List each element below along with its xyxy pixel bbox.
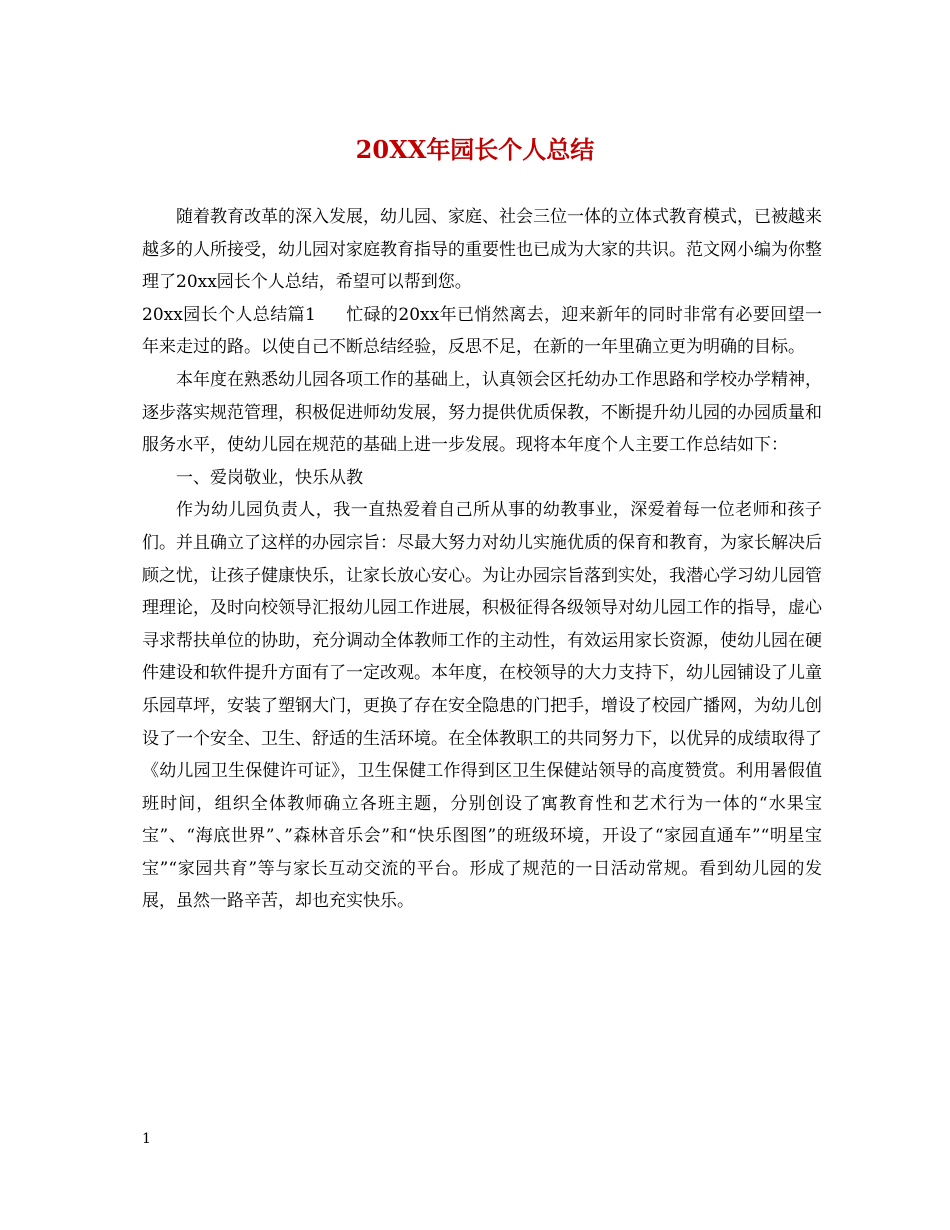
- overview-paragraph: 本年度在熟悉幼儿园各项工作的基础上，认真领会区托幼办工作思路和学校办学精神，逐步落实规范管理，积极促进师幼发展，努力提供优质保教，不断提升幼儿园的办园质量和服务水平，使幼儿园在规范的基础上进一步发展。现将本年度个人主要工作总结如下：: [142, 369, 822, 456]
- section-paragraph: [142, 299, 822, 364]
- page-number: 1: [142, 1131, 151, 1147]
- intro-paragraph: 随着教育改革的深入发展，幼儿园、家庭、社会三位一体的立体式教育模式，已被越来越多的人所接受，幼儿园对家庭教育指导的重要性也已成为大家的共识。范文网小编为你整理了20xx园长个人总结，希望可以帮到您。: [142, 207, 822, 293]
- document-title: 20XX年园长个人总结: [355, 135, 595, 164]
- document-body: [142, 201, 822, 918]
- section-text: 忙碌的20xx年已悄然离去，迎来新年的同时非常有必要回望一年来走过的路。以使自己不断总结经验，反思不足，在新的一年里确立更为明确的目标。: [142, 304, 823, 358]
- subheading-paragraph: 一、爱岗敬业，快乐从教: [176, 467, 363, 488]
- section-heading: 20xx园长个人总结篇1: [142, 304, 316, 325]
- detail-paragraph: 作为幼儿园负责人，我一直热爱着自己所从事的幼教事业，深爱着每一位老师和孩子们。并且确立了这样的办园宗旨：尽最大努力对幼儿实施优质的保育和教育，为家长解决后顾之忧，让孩子健康快乐，让家长放心安心。为让办园宗旨落到实处，我潜心学习幼儿园管理理论，及时向校领导汇报幼儿园工作进展，积极征得各级领导对幼儿园工作的指导，虚心寻求帮扶单位的协助，充分调动全体教师工作的主动性，有效运用家长资源，使幼儿园在硬件建设和软件提升方面有了一定改观。本年度，在校领导的大力支持下，幼儿园铺设了儿童乐园草坪，安装了塑钢大门，更换了存在安全隐患的门把手，增设了校园广播网，为幼儿创设了一个安全、卫生、舒适的生活环境。在全体教职工的共同努力下，以优异的成绩取得了《幼儿园卫生保健许可证》，卫生保健工作得到区卫生保健站领导的高度赞赏。利用暑假值班时间，组织全体教师确立各班主题，分别创设了寓教育性和艺术行为一体的“水果宝宝”、“海底世界”、”森林音乐会”和“快乐图图”的班级环境，开设了“家园直通车”“明星宝宝”“家园共育”等与家长互动交流的平台。形成了规范的一日活动常规。看到幼儿园的发展，虽然一路辛苦，却也充实快乐。: [142, 500, 822, 912]
